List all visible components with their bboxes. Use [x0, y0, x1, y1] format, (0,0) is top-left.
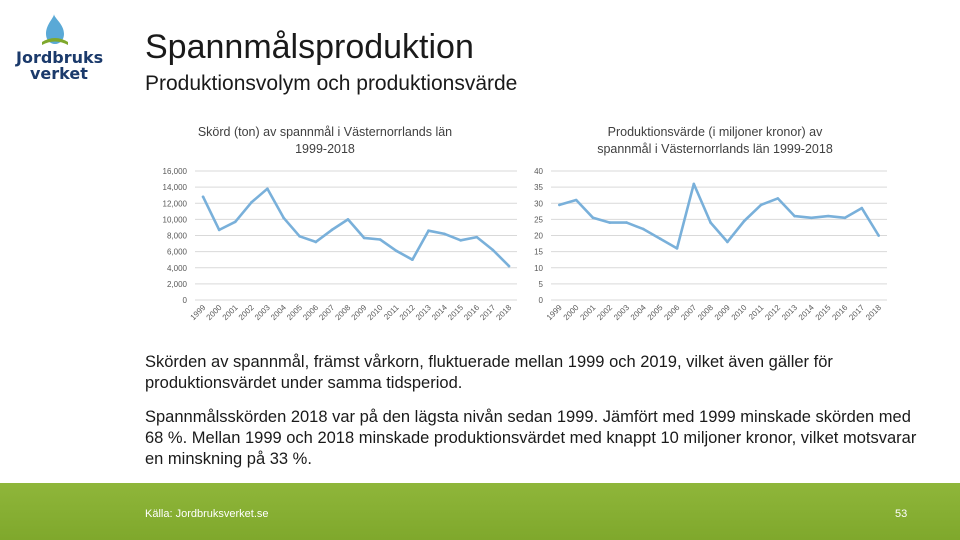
chart1-xtick-label: 2009: [349, 303, 369, 322]
chart1-ytick-label: 6,000: [166, 247, 187, 257]
chart2-ytick-label: 5: [538, 279, 543, 289]
chart1-xtick-label: 2011: [382, 303, 401, 322]
chart1-xtick-label: 2017: [478, 303, 498, 322]
footer-bar: [0, 483, 960, 540]
chart1-data-point: [347, 218, 350, 221]
chart1-ytick-label: 12,000: [162, 199, 187, 209]
chart2-xtick-label: 2003: [612, 303, 632, 322]
chart2-ytick-label: 30: [534, 199, 543, 209]
chart2-xtick-label: 2015: [813, 303, 833, 322]
chart2-data-point: [877, 234, 880, 237]
chart2-xtick-label: 2011: [746, 303, 766, 322]
chart1-xtick-label: 2000: [204, 303, 224, 322]
chart1-xtick-label: 2002: [236, 303, 256, 322]
chart2-data-point: [844, 216, 847, 219]
page-number: 53: [895, 508, 908, 520]
chart1-data-point: [395, 250, 398, 253]
chart1-data-point: [459, 239, 462, 242]
chart2-xtick-label: 2006: [662, 303, 682, 322]
chart2-xtick-label: 2002: [595, 303, 615, 322]
chart1-title-line1: Skörd (ton) av spannmål i Västernorrlands län: [197, 125, 453, 139]
paragraph-2: Spannmålsskörden 2018 var på den lägsta nivån sedan 1999. Jämfört med 1999 minskade skörden med 68 %. Mellan 1999 och 2018 minskade produktionsvärdet med knappt 10 miljoner kronor, vilket motsvarar en minskning på 33 %.: [145, 408, 917, 468]
chart1-ytick-label: 14,000: [162, 183, 187, 193]
chart1-xtick-label: 2007: [317, 303, 337, 322]
chart2-data-point: [625, 221, 628, 224]
chart2-title-line2: spannmål i Västernorrlands län 1999-2018: [597, 142, 833, 156]
chart2-data-point: [861, 207, 864, 210]
chart2-series-line: [559, 184, 878, 249]
chart1-xtick-label: 2001: [220, 303, 240, 322]
chart1-data-point: [363, 237, 366, 240]
chart2-data-point: [777, 197, 780, 200]
chart2-xtick-label: 2018: [864, 303, 884, 322]
chart2-data-point: [760, 204, 763, 207]
chart2-data-point: [575, 199, 578, 202]
chart1-data-point: [298, 235, 301, 238]
chart1-xtick-label: 2012: [397, 303, 417, 322]
logo-line2: verket: [30, 64, 88, 83]
chart2-ytick-label: 40: [534, 167, 543, 176]
chart2-data-point: [676, 247, 679, 250]
chart2-data-point: [726, 241, 729, 244]
chart2-ytick-label: 25: [534, 215, 543, 225]
chart2-data-point: [743, 220, 746, 223]
chart1-xtick-label: 2003: [252, 303, 272, 322]
chart2-title-line1: Produktionsvärde (i miljoner kronor) av: [607, 125, 823, 139]
chart2-xtick-label: 2013: [780, 303, 800, 322]
paragraph-1: Skörden av spannmål, främst vårkorn, fluktuerade mellan 1999 och 2019, vilket även gäller för produktionsvärdet under samma tidsperiod.: [145, 353, 833, 392]
chart2-xtick-label: 2016: [830, 303, 850, 322]
chart2-xtick-label: 2000: [561, 303, 581, 322]
chart1-data-point: [492, 249, 495, 252]
chart2-xtick-label: 2017: [847, 303, 867, 322]
chart1-data-point: [411, 258, 414, 261]
chart1-series-line: [203, 189, 509, 266]
page-title: Spannmålsproduktion: [145, 28, 474, 66]
chart1-data-point: [202, 196, 205, 199]
chart1-xtick-label: 2006: [301, 303, 321, 322]
chart1-xtick-label: 2014: [430, 303, 449, 322]
chart1-xtick-label: 2008: [333, 303, 353, 322]
chart1-ytick-label: 0: [182, 296, 187, 305]
chart1-ytick-label: 16,000: [162, 167, 187, 176]
chart1-xtick-label: 2016: [462, 303, 482, 322]
chart2-data-point: [793, 215, 796, 218]
chart1-xtick-label: 2013: [413, 303, 433, 322]
chart2-xtick-label: 2004: [628, 303, 648, 322]
chart1-ytick-label: 2,000: [166, 279, 187, 289]
chart1-xtick-label: 2004: [269, 303, 288, 322]
chart1-data-point: [427, 229, 430, 232]
chart2-data-point: [609, 221, 612, 224]
chart2-xtick-label: 2007: [679, 303, 699, 322]
chart2-xtick-label: 1999: [544, 303, 564, 322]
chart2-xtick-label: 2008: [696, 303, 716, 322]
chart2-data-point: [592, 216, 595, 219]
chart1-title-line2: 1999-2018: [295, 142, 355, 156]
chart1-ytick-label: 4,000: [166, 263, 187, 273]
chart1-data-point: [331, 229, 334, 232]
page-subtitle: Produktionsvolym och produktionsvärde: [145, 72, 518, 95]
chart1-data-point: [475, 236, 478, 239]
chart1-data-point: [218, 229, 221, 232]
chart1-xtick-label: 1999: [188, 303, 208, 322]
logo-line1: Jordbruks: [16, 48, 104, 67]
chart2-ytick-label: 10: [534, 263, 543, 273]
chart1-data-point: [314, 241, 317, 244]
chart1-data-point: [282, 216, 285, 219]
chart2-xtick-label: 2012: [763, 303, 783, 322]
chart1-data-point: [234, 220, 237, 223]
chart2-ytick-label: 15: [534, 247, 543, 257]
chart1-data-point: [379, 238, 382, 241]
chart1-ytick-label: 10,000: [162, 215, 187, 225]
chart1-ytick-label: 8,000: [166, 231, 187, 241]
chart1-data-point: [266, 187, 269, 190]
chart2-xtick-label: 2010: [729, 303, 749, 322]
chart2-ytick-label: 20: [534, 231, 543, 241]
chart1-xtick-label: 2010: [365, 303, 385, 322]
chart1-xtick-label: 2015: [446, 303, 466, 322]
chart2-ytick-label: 35: [534, 183, 543, 193]
chart2-data-point: [659, 237, 662, 240]
chart2-data-point: [827, 215, 830, 218]
chart1-xtick-label: 2005: [285, 303, 305, 322]
chart2-data-point: [558, 204, 561, 207]
chart2-xtick-label: 2001: [578, 303, 598, 322]
chart2-xtick-label: 2014: [796, 303, 816, 322]
chart1-data-point: [508, 265, 511, 268]
chart2-data-point: [810, 216, 813, 219]
chart2-xtick-label: 2009: [712, 303, 732, 322]
source-text: Källa: Jordbruksverket.se: [145, 508, 269, 520]
chart1-data-point: [250, 201, 253, 204]
chart1-xtick-label: 2018: [494, 303, 514, 322]
chart2-xtick-label: 2005: [645, 303, 665, 322]
chart2-data-point: [693, 183, 696, 186]
chart2-data-point: [642, 228, 645, 231]
chart2-ytick-label: 0: [538, 296, 543, 305]
chart1-data-point: [443, 233, 446, 236]
chart2-data-point: [709, 221, 712, 224]
